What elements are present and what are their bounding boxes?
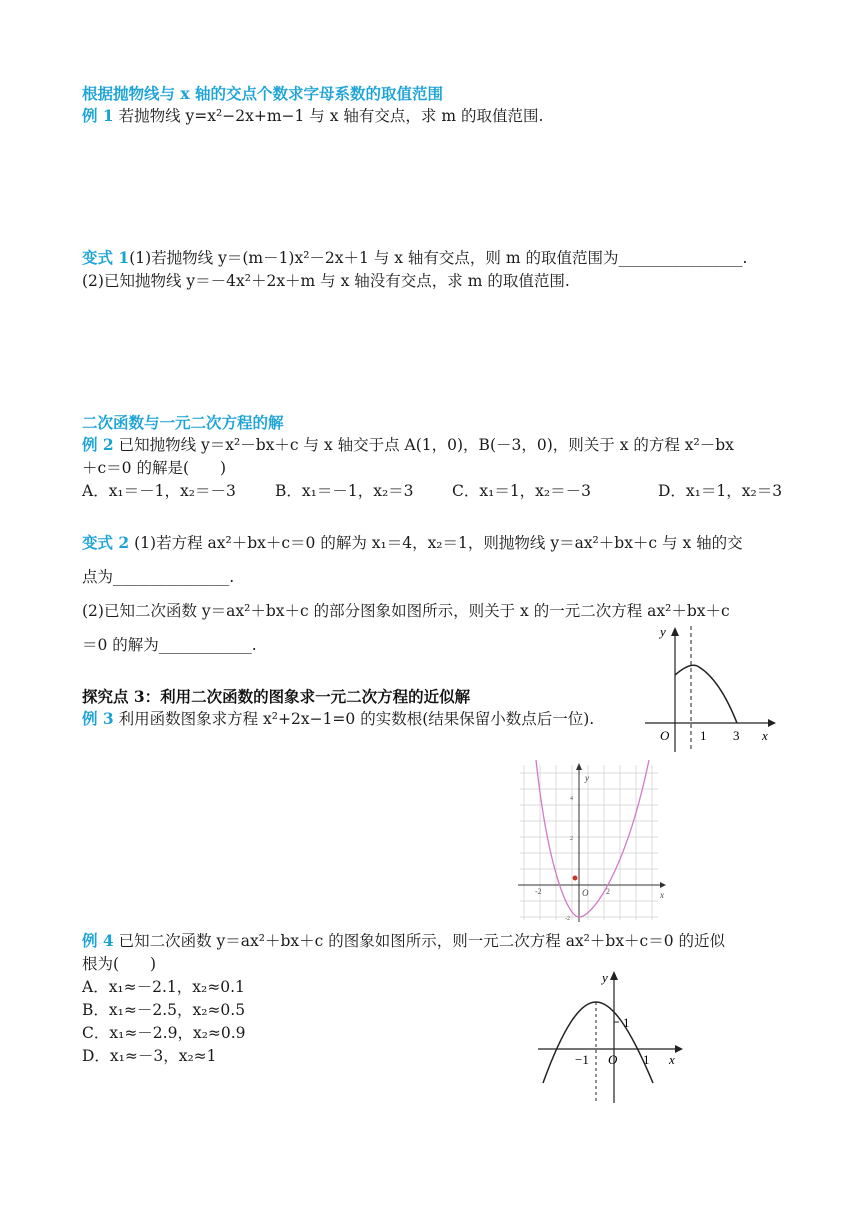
origin-label: O <box>608 1052 618 1067</box>
y-axis-arrow-icon <box>576 763 582 770</box>
y-axis-arrow-icon <box>671 627 679 636</box>
example-2-option-a: A．x₁＝－1，x₂＝－3 <box>82 482 236 500</box>
variant-2-line-3: (2)已知二次函数 y＝ax²＋bx＋c 的部分图象如图所示，则关于 x 的一元二次方程 ax²＋bx＋c <box>82 602 730 620</box>
figure-example-4 <box>535 968 685 1103</box>
example-4-option-b: B．x₁≈－2.5，x₂≈0.5 <box>82 1001 246 1019</box>
figure-variant-2 <box>640 622 780 752</box>
section-heading-2: 二次函数与一元二次方程的解 <box>82 413 284 432</box>
x-axis-arrow-icon <box>675 1045 683 1053</box>
example-4-line-2: 根为( ) <box>82 955 157 973</box>
example-2 <box>82 434 734 456</box>
x-axis-arrow-icon <box>768 719 776 727</box>
x-label: x <box>669 1052 675 1067</box>
x-label: x <box>762 728 768 743</box>
variant-1-text: (1)若抛物线 y＝(m－1)x²－2x＋1 与 x 轴有交点，则 m 的取值范围为________________. <box>129 249 748 267</box>
tick-label-neg1: −1 <box>575 1052 589 1067</box>
figure-example-3 <box>518 760 670 925</box>
example-2-label: 例 2 <box>82 435 114 454</box>
tick-label-neg2: -2 <box>535 887 542 896</box>
tick-label-y4: 4 <box>570 796 573 802</box>
y-label: y <box>660 624 666 639</box>
parabola-curve <box>536 760 649 917</box>
tick-label-y2: 2 <box>570 836 573 842</box>
variant-2 <box>82 532 743 554</box>
variant-1 <box>82 247 747 269</box>
example-2-option-d: D．x₁＝1，x₂＝3 <box>658 482 783 500</box>
tick-label-3: 3 <box>733 728 740 743</box>
example-2-text: 已知抛物线 y＝x²－bx＋c 与 x 轴交于点 A(1，0)，B(－3，0)，则关于 x 的方程 x²－bx <box>113 436 734 454</box>
section-heading-3: 探究点 3：利用二次函数的图象求一元二次方程的近似解 <box>82 687 471 706</box>
example-3-label: 例 3 <box>82 709 114 728</box>
variant-1-part-2: (2)已知抛物线 y＝－4x²＋2x＋m 与 x 轴没有交点，求 m 的取值范围. <box>82 272 570 290</box>
example-2-option-b: B．x₁＝－1，x₂＝3 <box>275 482 414 500</box>
example-2-line-2: ＋c＝0 的解是( ) <box>82 459 227 477</box>
variant-1-label: 变式 1 <box>82 248 130 267</box>
parabola-curve <box>675 665 737 723</box>
y-label: y <box>602 970 608 985</box>
origin-label: O <box>582 888 589 898</box>
grid <box>520 765 658 920</box>
parabola-curve <box>543 1002 653 1083</box>
y-label: y <box>585 773 589 783</box>
tick-label-2: 2 <box>606 887 610 896</box>
x-label: x <box>660 890 664 900</box>
tick-label-x1: 1 <box>643 1052 650 1067</box>
tick-label-yneg2: -2 <box>565 916 570 922</box>
example-4-text: 已知二次函数 y＝ax²＋bx＋c 的图象如图所示，则一元二次方程 ax²＋bx＋c＝0 的近似 <box>113 932 726 950</box>
example-3-text: 利用函数图象求方程 x²+2x−1=0 的实数根(结果保留小数点后一位). <box>113 710 595 728</box>
example-3 <box>82 708 594 730</box>
x-axis-arrow-icon <box>660 882 666 888</box>
y-axis-arrow-icon <box>610 971 618 980</box>
section-heading-1: 根据抛物线与 x 轴的交点个数求字母系数的取值范围 <box>82 84 444 103</box>
tick-label-1: 1 <box>700 728 707 743</box>
example-4-label: 例 4 <box>82 931 114 950</box>
variant-2-line-2: 点为_______________. <box>82 568 235 586</box>
example-4 <box>82 930 725 952</box>
tick-label-y1: 1 <box>623 1015 630 1030</box>
example-4-option-c: C．x₁≈－2.9，x₂≈0.9 <box>82 1024 246 1042</box>
variant-2-line-4: ＝0 的解为____________. <box>82 636 257 654</box>
origin-label: O <box>660 728 670 743</box>
example-1-text: 若抛物线 y=x²−2x+m−1 与 x 轴有交点，求 m 的取值范围. <box>113 107 544 125</box>
example-4-option-a: A．x₁≈－2.1，x₂≈0.1 <box>82 978 245 996</box>
highlighted-point <box>573 876 578 881</box>
variant-2-label: 变式 2 <box>82 533 130 552</box>
variant-2-text: (1)若方程 ax²＋bx＋c＝0 的解为 x₁＝4，x₂＝1，则抛物线 y＝ax²＋bx＋c 与 x 轴的交 <box>129 534 743 552</box>
example-4-option-d: D．x₁≈－3，x₂≈1 <box>82 1047 217 1065</box>
example-2-option-c: C．x₁＝1，x₂＝－3 <box>452 482 591 500</box>
example-1 <box>82 105 543 127</box>
example-1-label: 例 1 <box>82 106 114 125</box>
